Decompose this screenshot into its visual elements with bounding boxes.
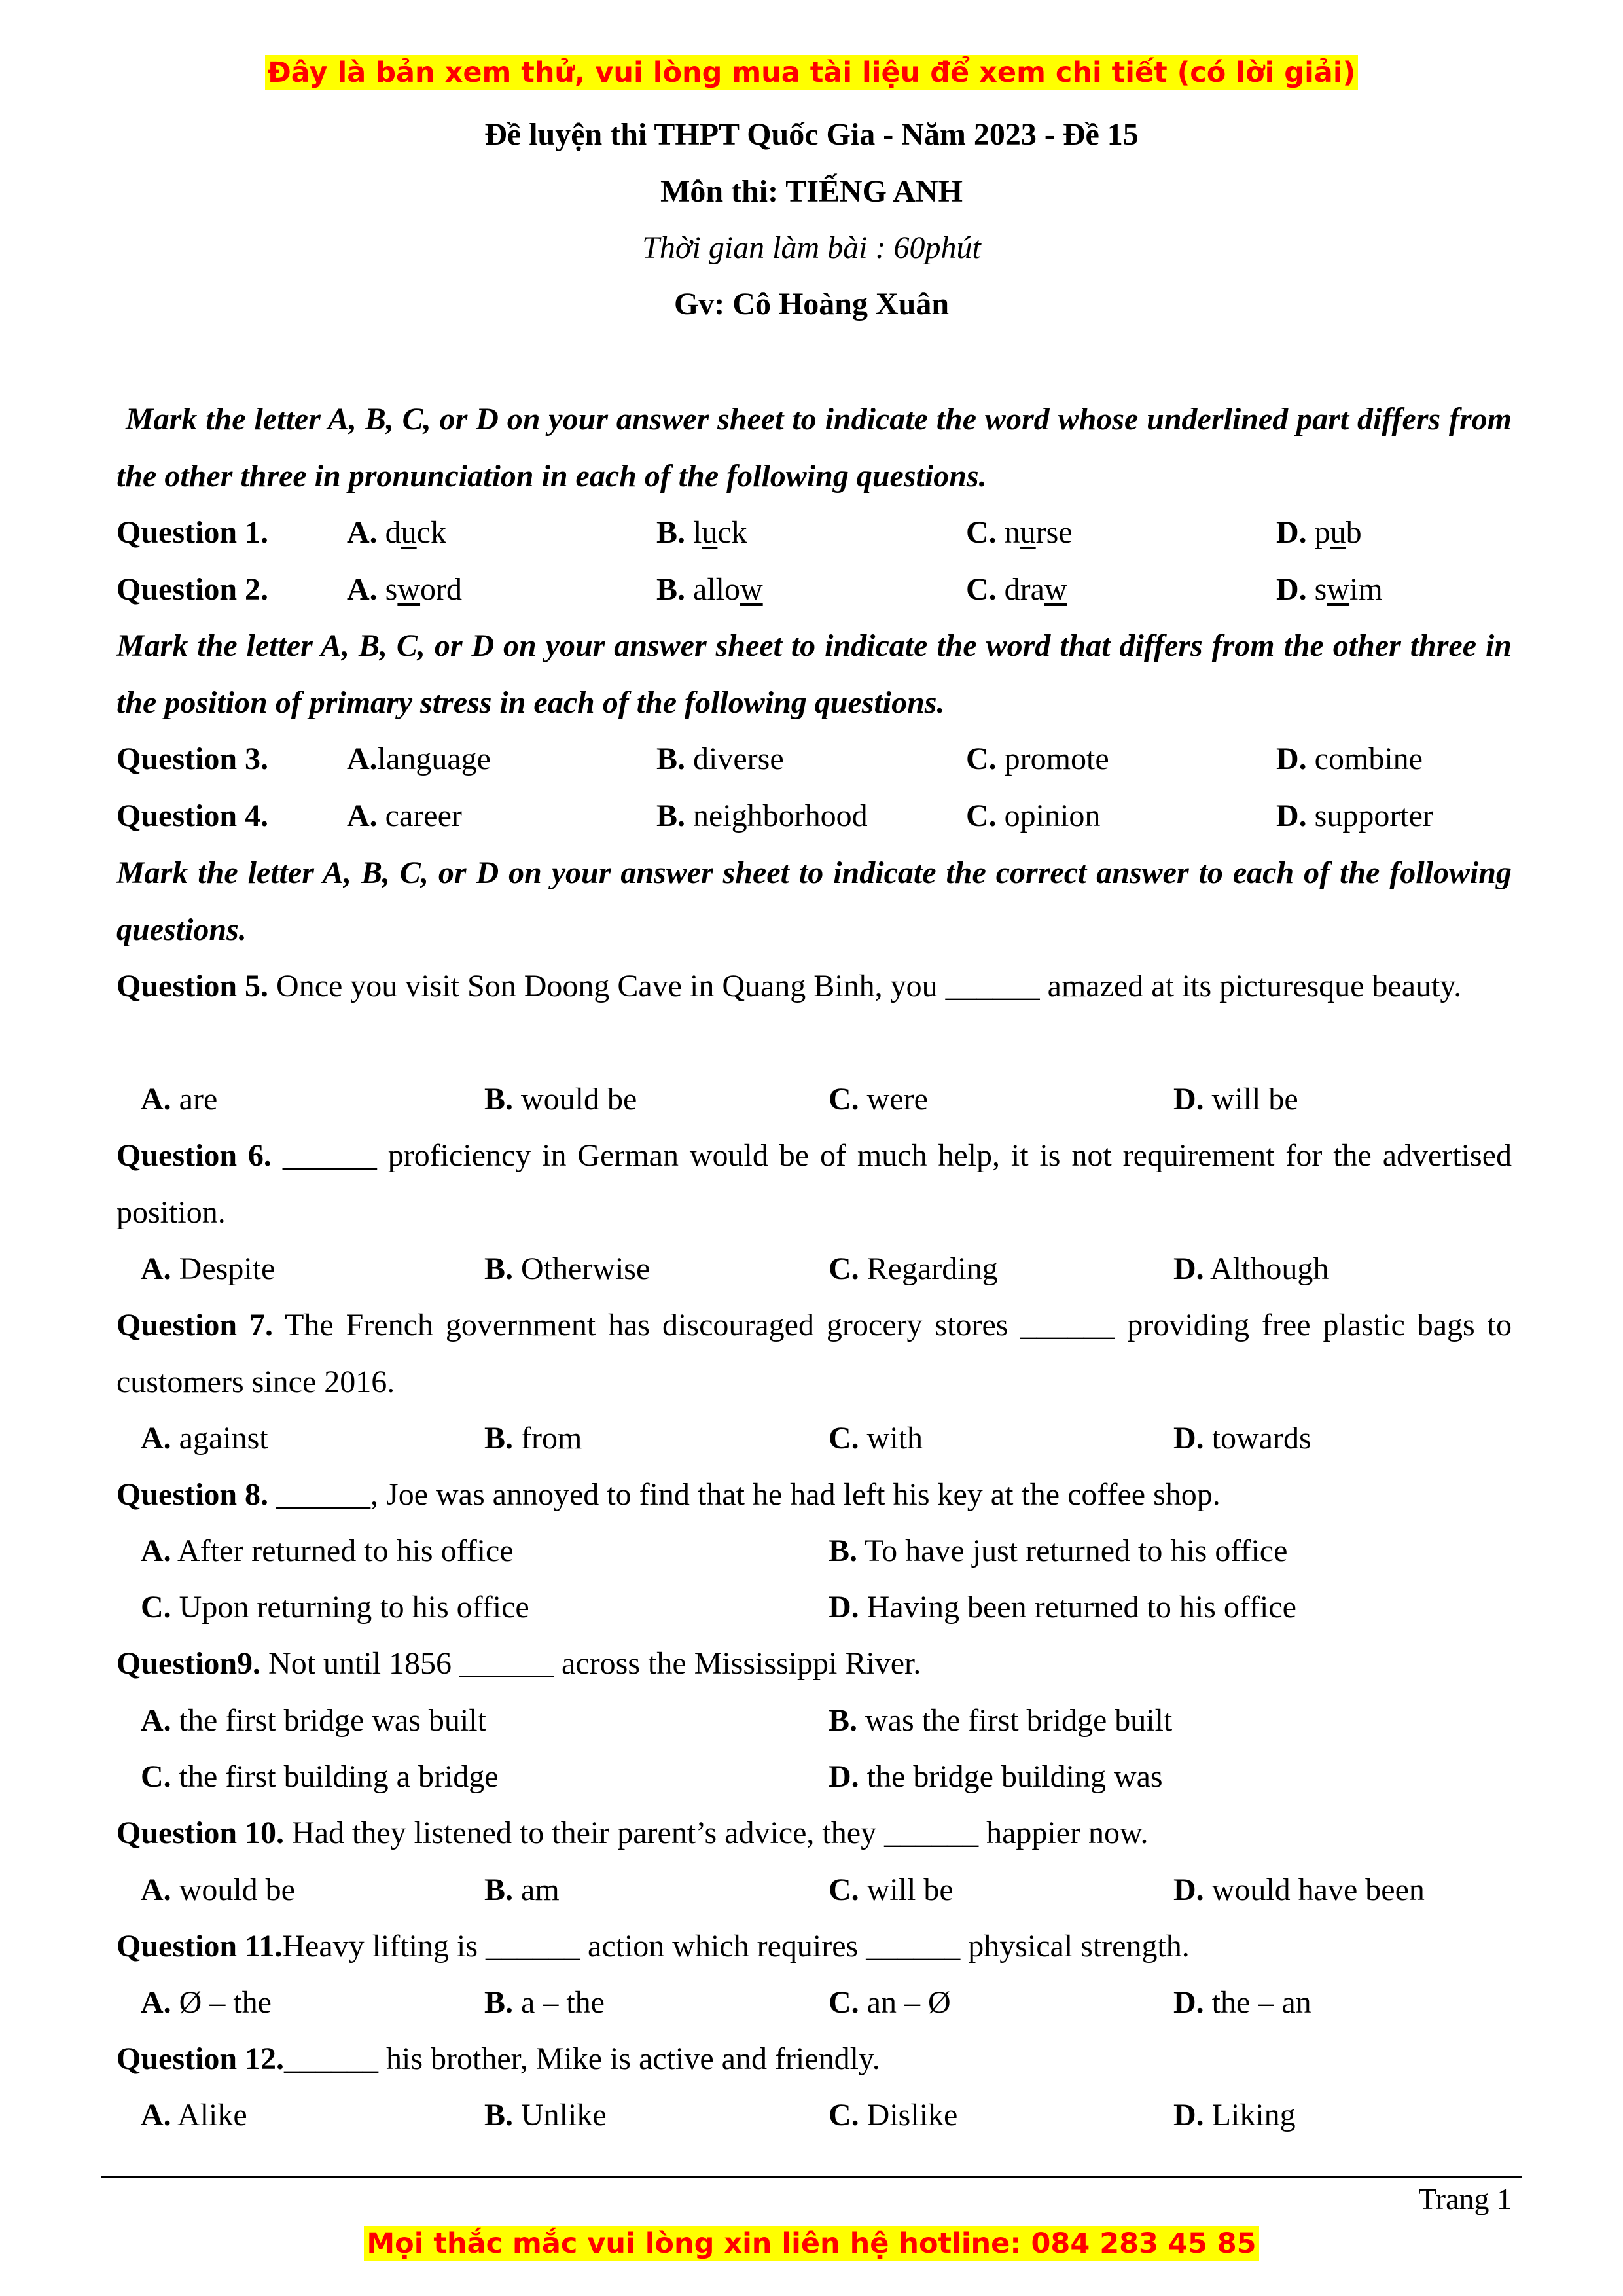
option-c[interactable]: C. will be [829, 1873, 954, 1907]
question-3 [0, 730, 1623, 787]
question-text: Had they listened to their parent’s advice, they ______ happier now. [292, 1816, 1149, 1850]
question-label: Question9. [116, 1646, 261, 1681]
question-5-options [0, 1071, 1623, 1128]
option-d[interactable]: D. pub [1276, 515, 1362, 550]
question-10-stem [116, 1804, 1512, 1861]
question-text: ______ his brother, Mike is active and friendly. [284, 2041, 880, 2076]
question-label: Question 8. [116, 1477, 269, 1512]
option-a[interactable]: A. would be [141, 1873, 295, 1907]
option-b[interactable]: B. a – the [484, 1985, 605, 2020]
question-text: Heavy lifting is ______ action which requires ______ physical strength. [282, 1929, 1190, 1964]
question-12-stem [116, 2030, 1512, 2087]
option-d[interactable]: D. would have been [1173, 1873, 1425, 1907]
option-d[interactable]: D. towards [1173, 1421, 1311, 1456]
option-c[interactable]: C. with [829, 1421, 923, 1456]
question-label: Question 1. [116, 515, 269, 550]
question-8-options-row1 [0, 1522, 1623, 1579]
question-12-options [0, 2087, 1623, 2144]
option-d[interactable]: D. will be [1173, 1082, 1298, 1117]
preview-notice: Đây là bản xem thử, vui lòng mua tài liệu để xem chi tiết (có lời giải) [265, 55, 1358, 90]
question-8-stem [116, 1466, 1512, 1523]
option-d[interactable]: D. Having been returned to his office [829, 1590, 1296, 1624]
option-d[interactable]: D. the – an [1173, 1985, 1311, 2020]
question-10-options [0, 1861, 1623, 1918]
option-d[interactable]: D. combine [1276, 742, 1423, 776]
question-1 [0, 504, 1623, 561]
option-a[interactable]: A. against [141, 1421, 268, 1456]
question-8-options-row2 [0, 1579, 1623, 1636]
question-text: Once you visit Son Doong Cave in Quang Binh, you ______ amazed at its picturesque beauty. [276, 969, 1462, 1003]
option-b[interactable]: B. neighborhood [656, 798, 868, 833]
option-c[interactable]: C. draw [966, 572, 1067, 607]
option-b[interactable]: B. Unlike [484, 2098, 607, 2132]
question-text: ______ proficiency in German would be of much help, it is not requirement for the advertised position. [116, 1138, 1512, 1230]
question-7-options [0, 1410, 1623, 1467]
option-a[interactable]: A. the first bridge was built [141, 1703, 486, 1738]
question-label: Question 7. [116, 1308, 273, 1342]
footer-divider [101, 2176, 1522, 2178]
option-c[interactable]: C. nurse [966, 515, 1073, 550]
hotline-banner [0, 2227, 1623, 2260]
question-5-stem [116, 958, 1512, 1014]
option-a[interactable]: A. are [141, 1082, 218, 1117]
question-7-stem [116, 1297, 1512, 1410]
question-4 [0, 787, 1623, 844]
instruction-pronunciation: Mark the letter A, B, C, or D on your answer sheet to indicate the word whose underlined part differs from the other three in pronunciation in each of the following questions. [116, 402, 1512, 493]
question-label: Question 4. [116, 798, 269, 833]
option-c[interactable]: C. an – Ø [829, 1985, 951, 2020]
option-d[interactable]: D. the bridge building was [829, 1759, 1163, 1794]
option-a[interactable]: A. Alike [141, 2098, 247, 2132]
question-6-options [0, 1240, 1623, 1297]
option-b[interactable]: B. am [484, 1873, 560, 1907]
option-d[interactable]: D. supporter [1276, 798, 1433, 833]
option-c[interactable]: C. Dislike [829, 2098, 958, 2132]
option-c[interactable]: C. promote [966, 742, 1109, 776]
option-b[interactable]: B. from [484, 1421, 582, 1456]
option-d[interactable]: D. swim [1276, 572, 1383, 607]
question-9-options-row1 [0, 1692, 1623, 1749]
option-b[interactable]: B. would be [484, 1082, 637, 1117]
option-c[interactable]: C. the first building a bridge [141, 1759, 499, 1794]
question-label: Question 12. [116, 2041, 285, 2076]
question-label: Question 3. [116, 742, 269, 776]
option-d[interactable]: D. Liking [1173, 2098, 1296, 2132]
question-9-stem [116, 1635, 1512, 1692]
teacher-name: Gv: Cô Hoàng Xuân [673, 287, 950, 321]
page-number: Trang 1 [1418, 2182, 1512, 2215]
option-b[interactable]: B. To have just returned to his office [829, 1534, 1288, 1568]
question-2 [0, 561, 1623, 618]
question-label: Question 5. [116, 969, 269, 1003]
option-a[interactable]: A. duck [347, 515, 446, 550]
hotline-notice: Mọi thắc mắc vui lòng xin liên hệ hotline: 084 283 45 85 [364, 2226, 1258, 2261]
question-text: The French government has discouraged grocery stores ______ providing free plastic bags to customers since 2016. [116, 1308, 1512, 1399]
instruction-stress: Mark the letter A, B, C, or D on your answer sheet to indicate the word that differs from the other three in the position of primary stress in each of the following questions. [116, 628, 1512, 720]
question-label: Question 2. [116, 572, 269, 607]
question-6-stem [116, 1127, 1512, 1241]
question-label: Question 11. [116, 1929, 283, 1964]
option-a[interactable]: A. After returned to his office [141, 1534, 514, 1568]
question-text: ______, Joe was annoyed to find that he had left his key at the coffee shop. [276, 1477, 1221, 1512]
option-a[interactable]: A. Ø – the [141, 1985, 272, 2020]
question-label: Question 10. [116, 1816, 285, 1850]
question-11-stem [116, 1918, 1512, 1975]
option-b[interactable]: B. luck [656, 515, 747, 550]
option-c[interactable]: C. were [829, 1082, 928, 1117]
question-11-options [0, 1974, 1623, 2031]
instruction-correct-answer: Mark the letter A, B, C, or D on your answer sheet to indicate the correct answer to each of the following questions. [116, 855, 1512, 947]
option-c[interactable]: C. Upon returning to his office [141, 1590, 529, 1624]
option-a[interactable]: A. career [347, 798, 462, 833]
question-9-options-row2 [0, 1748, 1623, 1805]
option-a[interactable]: A. sword [347, 572, 463, 607]
question-label: Question 6. [116, 1138, 272, 1173]
option-c[interactable]: C. Regarding [829, 1251, 998, 1286]
option-d[interactable]: D. Although [1173, 1251, 1329, 1286]
option-b[interactable]: B. allow [656, 572, 763, 607]
option-b[interactable]: B. was the first bridge built [829, 1703, 1173, 1738]
question-text: Not until 1856 ______ across the Mississippi River. [268, 1646, 921, 1681]
option-b[interactable]: B. diverse [656, 742, 784, 776]
option-b[interactable]: B. Otherwise [484, 1251, 651, 1286]
option-a[interactable]: A.language [347, 742, 491, 776]
preview-notice-banner [0, 56, 1623, 89]
option-a[interactable]: A. Despite [141, 1251, 276, 1286]
subject-title: Môn thi: TIẾNG ANH [660, 174, 963, 209]
exam-title: Đề luyện thi THPT Quốc Gia - Năm 2023 - Đề 15 [484, 117, 1139, 152]
time-allowed: Thời gian làm bài : 60phút [642, 230, 981, 265]
option-c[interactable]: C. opinion [966, 798, 1101, 833]
